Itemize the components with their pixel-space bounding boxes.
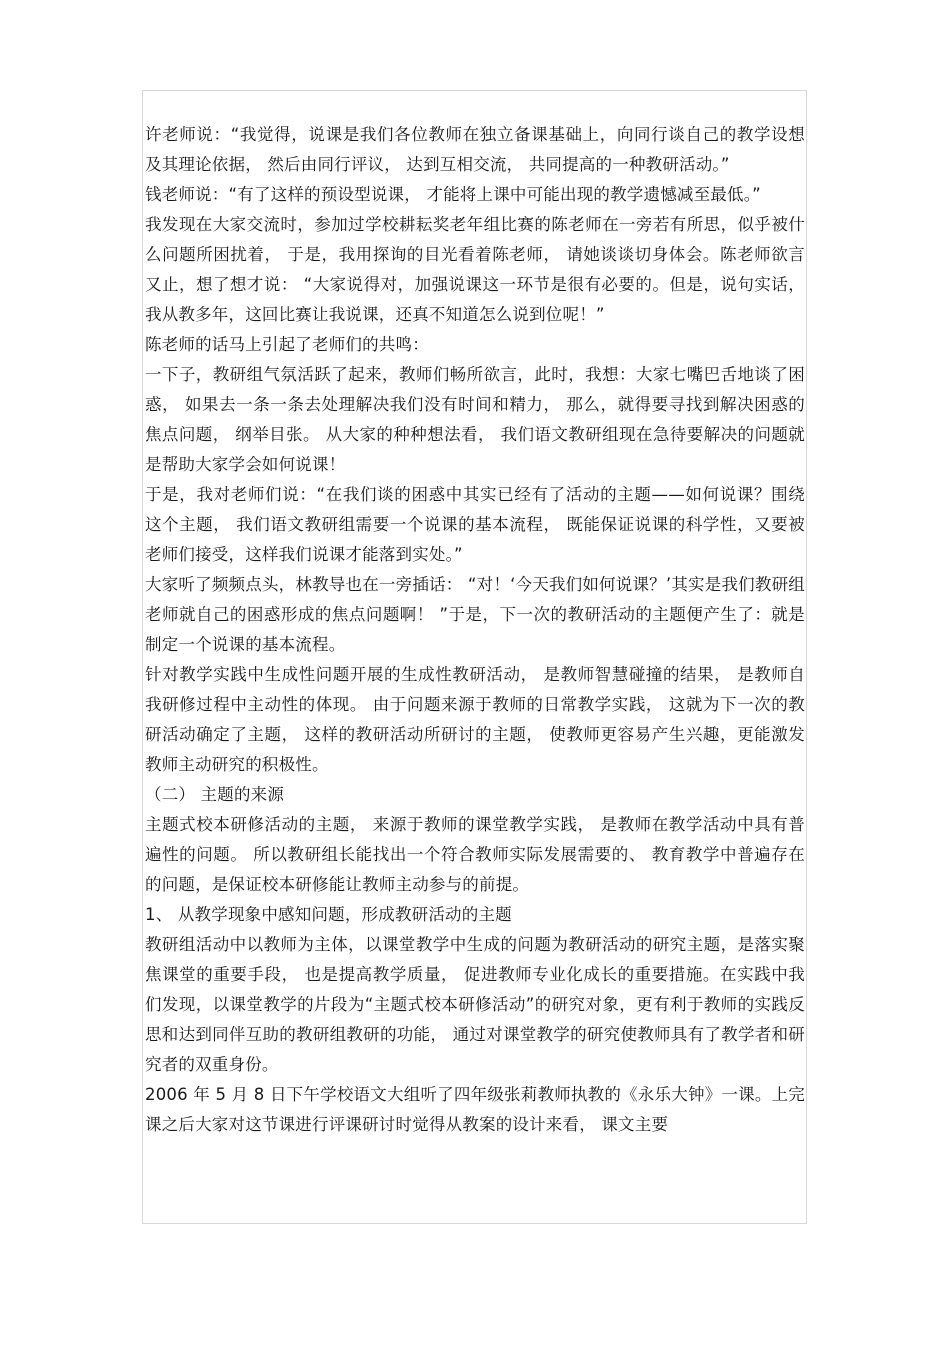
paragraph-xu-teacher: 许老师说：“我觉得，说课是我们各位教师在独立备课基础上，向同行谈自己的教学设想及其理论依据， 然后由同行评议， 达到互相交流， 共同提高的一种教研活动。”: [145, 125, 805, 174]
paragraph-chen-teacher-observation: 我发现在大家交流时，参加过学校耕耘奖老年组比赛的陈老师在一旁若有所思，似乎被什么问题所困扰着， 于是，我用探询的目光看着陈老师， 请她谈谈切身体会。陈老师欲言又止，想了想才说： “大家说得对，加强说课这一环节是很有必要的。但是，说句实话，我从教多年，这回比赛让我说课，还真不知道怎么说到位呢！”: [145, 215, 805, 324]
paragraph-lin-director: 大家听了频频点头，林教导也在一旁插话： “对！‘今天我们如何说课？’其实是我们教研组老师就自己的困惑形成的焦点问题啊！ ”于是，下一次的教研活动的主题便产生了：就是制定一个说课的基本流程。: [145, 575, 805, 654]
subsection-heading-1: 1、 从教学现象中感知问题，形成教研活动的主题: [145, 905, 512, 924]
paragraph-discussion: 一下子，教研组气氛活跃了起来，教师们畅所欲言，此时，我想：大家七嘴巴舌地谈了困惑， 如果去一条一条去处理解决我们没有时间和精力， 那么，就得要寻找到解决困惑的焦点问题， 纲举目张。 从大家的种种想法看， 我们语文教研组现在急待要解决的问题就是帮助大家学会如何说课！: [145, 365, 805, 474]
paragraph-classroom-focus: 教研组活动中以教师为主体，以课堂教学中生成的问题为教研活动的研究主题，是落实聚焦课堂的重要手段， 也是提高教学质量， 促进教师专业化成长的重要措施。在实践中我们发现，以课堂教学的片段为“主题式校本研修活动”的研究对象，更有利于教师的实践反思和达到同伴互助的教研组教研的功能， 通过对课堂教学的研究使教师具有了教学者和研究者的双重身份。: [145, 935, 805, 1074]
paragraph-resonance: 陈老师的话马上引起了老师们的共鸣：: [145, 335, 429, 354]
section-heading-theme-source: （二） 主题的来源: [145, 785, 285, 804]
paragraph-qian-teacher: 钱老师说：“有了这样的预设型说课， 才能将上课中可能出现的教学遗憾减至最低。”: [145, 185, 761, 204]
paragraph-generative-research: 针对教学实践中生成性问题开展的生成性教研活动， 是教师智慧碰撞的结果， 是教师自我研修过程中主动性的体现。 由于问题来源于教师的日常教学实践， 这就为下一次的教研活动确定了主题， 这样的教研活动所研讨的主题， 使教师更容易产生兴趣，更能激发教师主动研究的积极性。: [145, 665, 805, 774]
paragraph-theme-source: 主题式校本研修活动的主题， 来源于教师的课堂教学实践， 是教师在教学活动中具有普遍性的问题。 所以教研组长能找出一个符合教师实际发展需要的、 教育教学中普遍存在的问题，是保证校本研修能让教师主动参与的前提。: [145, 815, 805, 894]
document-body: [145, 120, 805, 1222]
paragraph-theme-proposal: 于是，我对老师们说：“在我们谈的困惑中其实已经有了活动的主题——如何说课？围绕这个主题， 我们语文教研组需要一个说课的基本流程， 既能保证说课的科学性，又要被老师们接受，这样我们说课才能落到实处。”: [145, 485, 805, 564]
paragraph-case-2006: 2006 年 5 月 8 日下午学校语文大组听了四年级张莉教师执教的《永乐大钟》一课。上完课之后大家对这节课进行评课研讨时觉得从教案的设计来看， 课文主要: [145, 1085, 805, 1134]
